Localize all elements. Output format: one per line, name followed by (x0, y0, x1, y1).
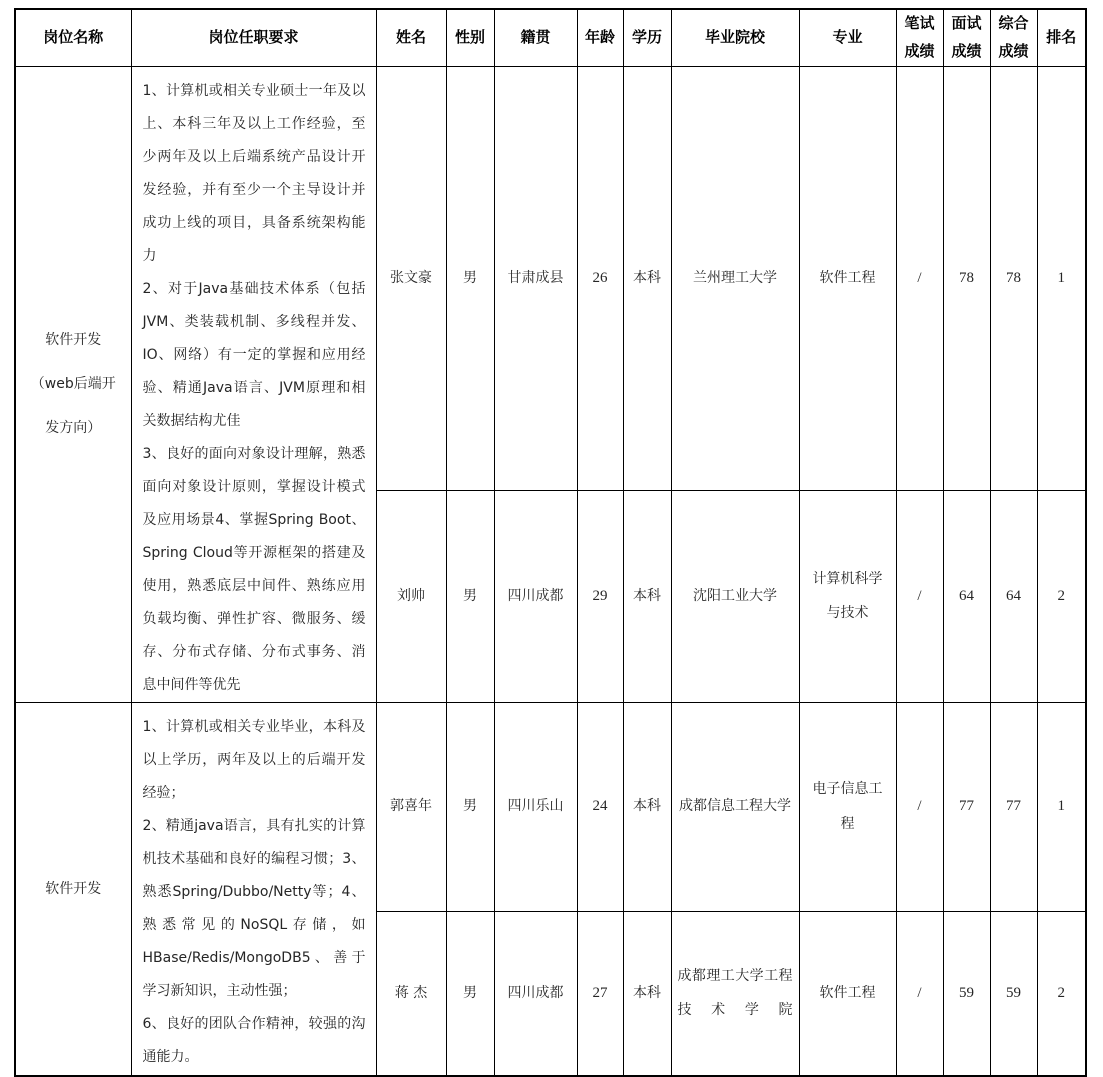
written-score-cell: / (896, 491, 943, 702)
education-cell: 本科 (623, 66, 671, 491)
major-cell: 软件工程 (799, 911, 896, 1076)
position-name-cell: 软件开发 (15, 702, 131, 1076)
written-score-cell: / (896, 702, 943, 911)
interview-score-cell: 77 (943, 702, 990, 911)
header-age: 年龄 (577, 9, 623, 66)
header-school: 毕业院校 (671, 9, 799, 66)
candidate-name-cell: 蒋 杰 (376, 911, 446, 1076)
gender-cell: 男 (446, 702, 494, 911)
overall-score-cell: 78 (990, 66, 1037, 491)
hometown-cell: 四川成都 (494, 491, 577, 702)
requirement-paragraph: 2、精通java语言，具有扎实的计算机技术基础和良好的编程习惯；3、熟悉Spring/Dubbo/Netty等；4、熟悉常见的NoSQL存储，如HBase/Redis/MongoDB5、善于学习新知识，主动性强； (142, 817, 366, 999)
gender-cell: 男 (446, 491, 494, 702)
age-cell: 27 (577, 911, 623, 1076)
gender-cell: 男 (446, 911, 494, 1076)
header-row (15, 9, 1086, 66)
requirement-paragraph: 2、对于Java基础技术体系（包括JVM、类装载机制、多线程并发、IO、网络）有一定的掌握和应用经验、精通Java语言、JVM原理和相关数据结构尤佳 (142, 280, 366, 429)
position-requirements-cell (131, 66, 376, 702)
school-cell: 兰州理工大学 (671, 66, 799, 491)
table-row (15, 702, 1086, 911)
school-cell: 沈阳工业大学 (671, 491, 799, 702)
recruitment-results-table (14, 8, 1087, 1077)
header-overall-score: 综合成绩 (990, 9, 1037, 66)
header-rank: 排名 (1037, 9, 1086, 66)
requirement-paragraph: 1、计算机或相关专业硕士一年及以上、本科三年及以上工作经验，至少两年及以上后端系统产品设计开发经验，并有至少一个主导设计并成功上线的项目，具备系统架构能力 (142, 82, 366, 264)
written-score-cell: / (896, 66, 943, 491)
requirement-paragraph: 3、良好的面向对象设计理解，熟悉面向对象设计原则，掌握设计模式及应用场景4、掌握Spring Boot、Spring Cloud等开源框架的搭建及使用，熟悉底层中间件、熟练应用负载均衡、弹性扩容、微服务、缓存、分布式存储、分布式事务、消息中间件等优先 (142, 445, 366, 693)
rank-cell: 1 (1037, 702, 1086, 911)
hometown-cell: 四川成都 (494, 911, 577, 1076)
candidate-name-cell: 刘帅 (376, 491, 446, 702)
header-gender: 性别 (446, 9, 494, 66)
education-cell: 本科 (623, 491, 671, 702)
position-requirements-cell (131, 702, 376, 1076)
header-position: 岗位名称 (15, 9, 131, 66)
header-major: 专业 (799, 9, 896, 66)
table-row (15, 66, 1086, 491)
age-cell: 29 (577, 491, 623, 702)
rank-cell: 2 (1037, 491, 1086, 702)
header-name: 姓名 (376, 9, 446, 66)
education-cell: 本科 (623, 911, 671, 1076)
hometown-cell: 甘肃成县 (494, 66, 577, 491)
candidate-name-cell: 郭喜年 (376, 702, 446, 911)
written-score-cell: / (896, 911, 943, 1076)
major-cell: 电子信息工程 (799, 702, 896, 911)
requirement-paragraph: 1、计算机或相关专业毕业，本科及以上学历，两年及以上的后端开发经验； (142, 718, 366, 801)
overall-score-cell: 59 (990, 911, 1037, 1076)
requirement-paragraph: 6、良好的团队合作精神，较强的沟通能力。 (142, 1015, 366, 1065)
age-cell: 24 (577, 702, 623, 911)
rank-cell: 2 (1037, 911, 1086, 1076)
overall-score-cell: 77 (990, 702, 1037, 911)
header-requirements: 岗位任职要求 (131, 9, 376, 66)
interview-score-cell: 78 (943, 66, 990, 491)
education-cell: 本科 (623, 702, 671, 911)
header-hometown: 籍贯 (494, 9, 577, 66)
interview-score-cell: 59 (943, 911, 990, 1076)
rank-cell: 1 (1037, 66, 1086, 491)
header-written-score: 笔试成绩 (896, 9, 943, 66)
school-cell: 成都信息工程大学 (671, 702, 799, 911)
overall-score-cell: 64 (990, 491, 1037, 702)
major-cell: 软件工程 (799, 66, 896, 491)
hometown-cell: 四川乐山 (494, 702, 577, 911)
age-cell: 26 (577, 66, 623, 491)
major-cell: 计算机科学与技术 (799, 491, 896, 702)
candidate-name-cell: 张文豪 (376, 66, 446, 491)
gender-cell: 男 (446, 66, 494, 491)
interview-score-cell: 64 (943, 491, 990, 702)
school-cell: 成都理工大学工程技术学院 (671, 911, 799, 1076)
header-education: 学历 (623, 9, 671, 66)
header-interview-score: 面试成绩 (943, 9, 990, 66)
position-name-cell: 软件开发（web后端开发方向） (15, 66, 131, 702)
